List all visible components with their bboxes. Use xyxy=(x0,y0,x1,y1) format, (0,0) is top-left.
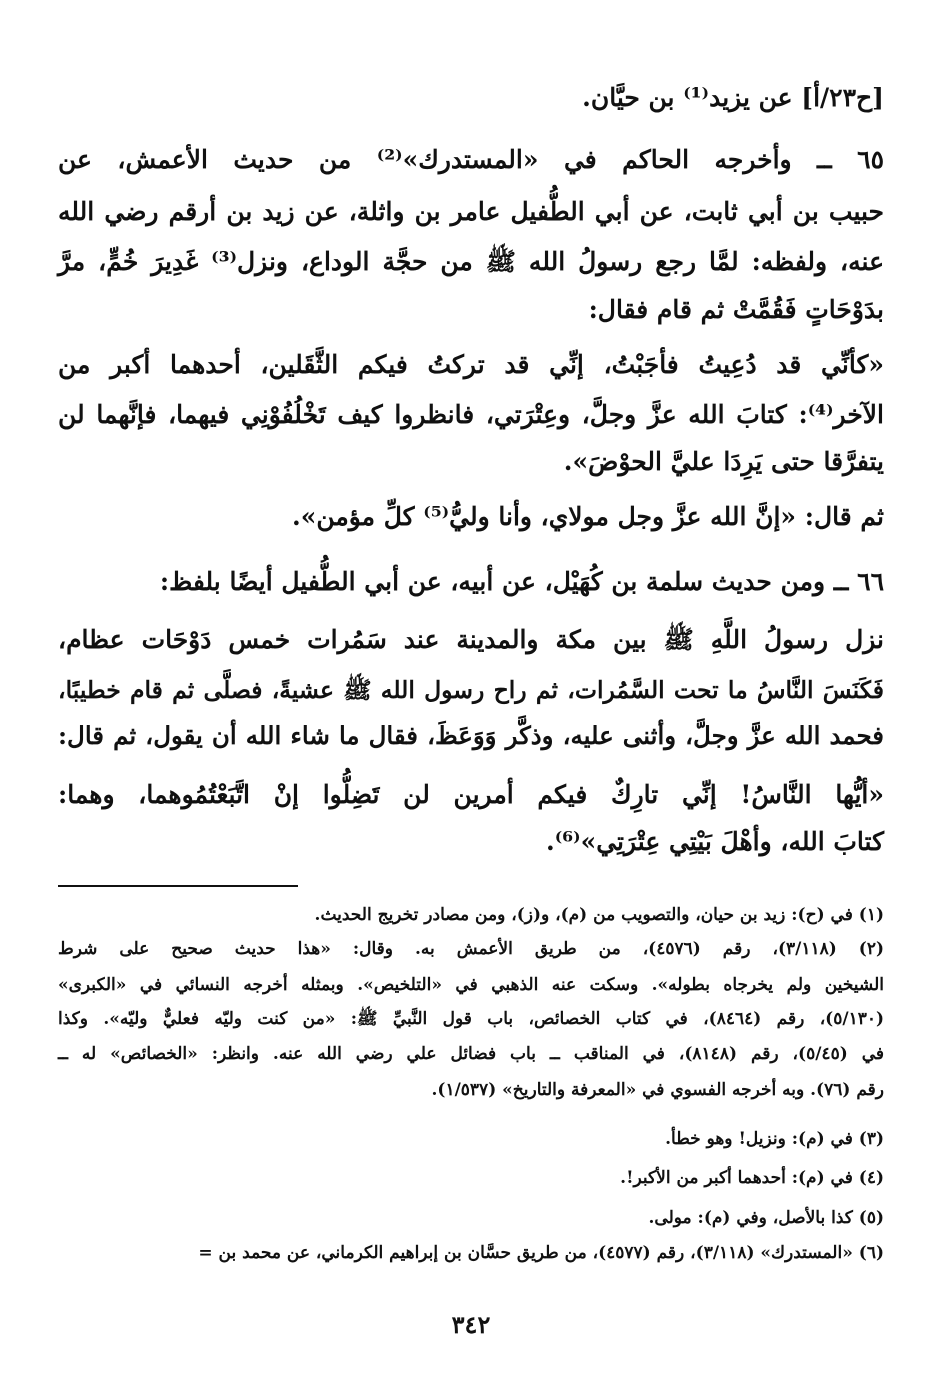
main-line-4: عنه، ولفظه: لمَّا رجع رسولُ الله ﷺ من حجَّة الوداع، ونزل⁽³⁾ غَدِيرَ خُمٍّ، مرَّ xyxy=(58,247,884,276)
main-line-2: ٦٥ ــ وأخرجه الحاكم في «المستدرك»⁽²⁾ من حديث الأعمش، عن xyxy=(58,145,884,174)
footnote-separator xyxy=(58,885,298,887)
main-line-8: يتفرَّقا حتى يَرِدَا عليَّ الحوْضَ». xyxy=(563,447,884,476)
main-line-14: «أيُّها النَّاسُ! إنِّي تارِكٌ فيكم أمرين لن تَضِلُّوا إنْ اتَّبَعْتُمُوهما، وهما: xyxy=(58,780,884,809)
main-line-3: حبيب بن أبي ثابت، عن أبي الطُّفيل عامر بن واثلة، عن زيد بن أرقم رضي الله xyxy=(58,197,884,226)
footnote-1: (١) في (ح): زيد بن حيان، والتصويب من (م)، و(ز)، ومن مصادر تخريج الحديث. xyxy=(314,905,884,925)
main-line-13: فحمد الله عزَّ وجلَّ، وأثنى عليه، وذكَّر وَوَعَظَ، فقال ما شاء الله أن يقول، ثم قال: xyxy=(58,721,884,750)
footnote-2-cont-4: رقم (٧٦). وبه أخرجه الفسوي في «المعرفة والتاريخ» (١/٥٣٧). xyxy=(431,1080,884,1100)
page-number: ٣٤٢ xyxy=(451,1310,491,1339)
main-line-7: الآخر⁽⁴⁾: كتابَ الله عزَّ وجلَّ، وعِتْرَتي، فانظروا كيف تَخْلُفُوْنِي فيهما، فإنَّهما لن xyxy=(58,400,884,429)
main-line-11: نزل رسولُ اللَّهِ ﷺ بين مكة والمدينة عند سَمُرات خمس دَوْحَات عظام، xyxy=(58,625,884,654)
footnote-6: (٦) «المستدرك» (٣/١١٨)، رقم (٤٥٧٧)، من طريق حسَّان بن إبراهيم الكرماني، عن محمد بن = xyxy=(198,1243,884,1263)
main-line-1: [ح٢٣/أ] عن يزيد⁽¹⁾ بن حيَّان. xyxy=(582,83,884,112)
footnote-3: (٣) في (م): ونزيل! وهو خطأ. xyxy=(665,1129,884,1149)
main-line-6: «كأنِّي قد دُعِيتُ فأجَبْتُ، إنِّي قد تركتُ فيكم الثَّقَلين، أحدهما أكبر من xyxy=(58,350,884,379)
footnote-4: (٤) في (م): أحدهما أكبر من الأكبر!. xyxy=(620,1168,884,1188)
main-line-5: بدَوْحَاتٍ فَقُمَّتْ ثم قام فقال: xyxy=(588,295,884,324)
main-line-15: كتابَ الله، وأهْلَ بَيْتِي عِتْرَتِي»⁽⁶⁾. xyxy=(546,827,884,856)
footnote-2-cont-1: الشيخين ولم يخرجاه بطوله». وسكت عنه الذهبي في «التلخيص». وبمثله أخرجه النسائي في «الكبرى» xyxy=(58,975,884,995)
main-line-12: فَكَنَسَ النَّاسُ ما تحت السَّمُرات، ثم راح رسول الله ﷺ عشيةً، فصلَّى ثم قام خطيبًا، xyxy=(58,676,884,704)
footnote-2: (٢) (٣/١١٨)، رقم (٤٥٧٦)، من طريق الأعمش به. وقال: «هذا حديث صحيح على شرط xyxy=(58,939,884,959)
main-line-10: ٦٦ ــ ومن حديث سلمة بن كُهَيْل، عن أبيه، عن أبي الطُّفيل أيضًا بلفظ: xyxy=(159,567,884,596)
footnote-2-cont-2: (٥/١٣٠)، رقم (٨٤٦٤)، في كتاب الخصائص، باب قول النَّبيِّ ﷺ: «من كنت وليّه فعليٌّ وليّه». وكذا xyxy=(58,1009,885,1029)
footnote-5: (٥) كذا بالأصل، وفي (م): مولى. xyxy=(648,1208,884,1228)
footnote-2-cont-3: في (٥/٤٥)، رقم (٨١٤٨)، في المناقب ــ باب فضائل علي رضي الله عنه. وانظر: «الخصائص» له ــ xyxy=(58,1044,884,1064)
main-line-9: ثم قال: «إنَّ الله عزَّ وجل مولاي، وأنا وليُّ⁽⁵⁾ كلِّ مؤمن». xyxy=(291,502,884,531)
